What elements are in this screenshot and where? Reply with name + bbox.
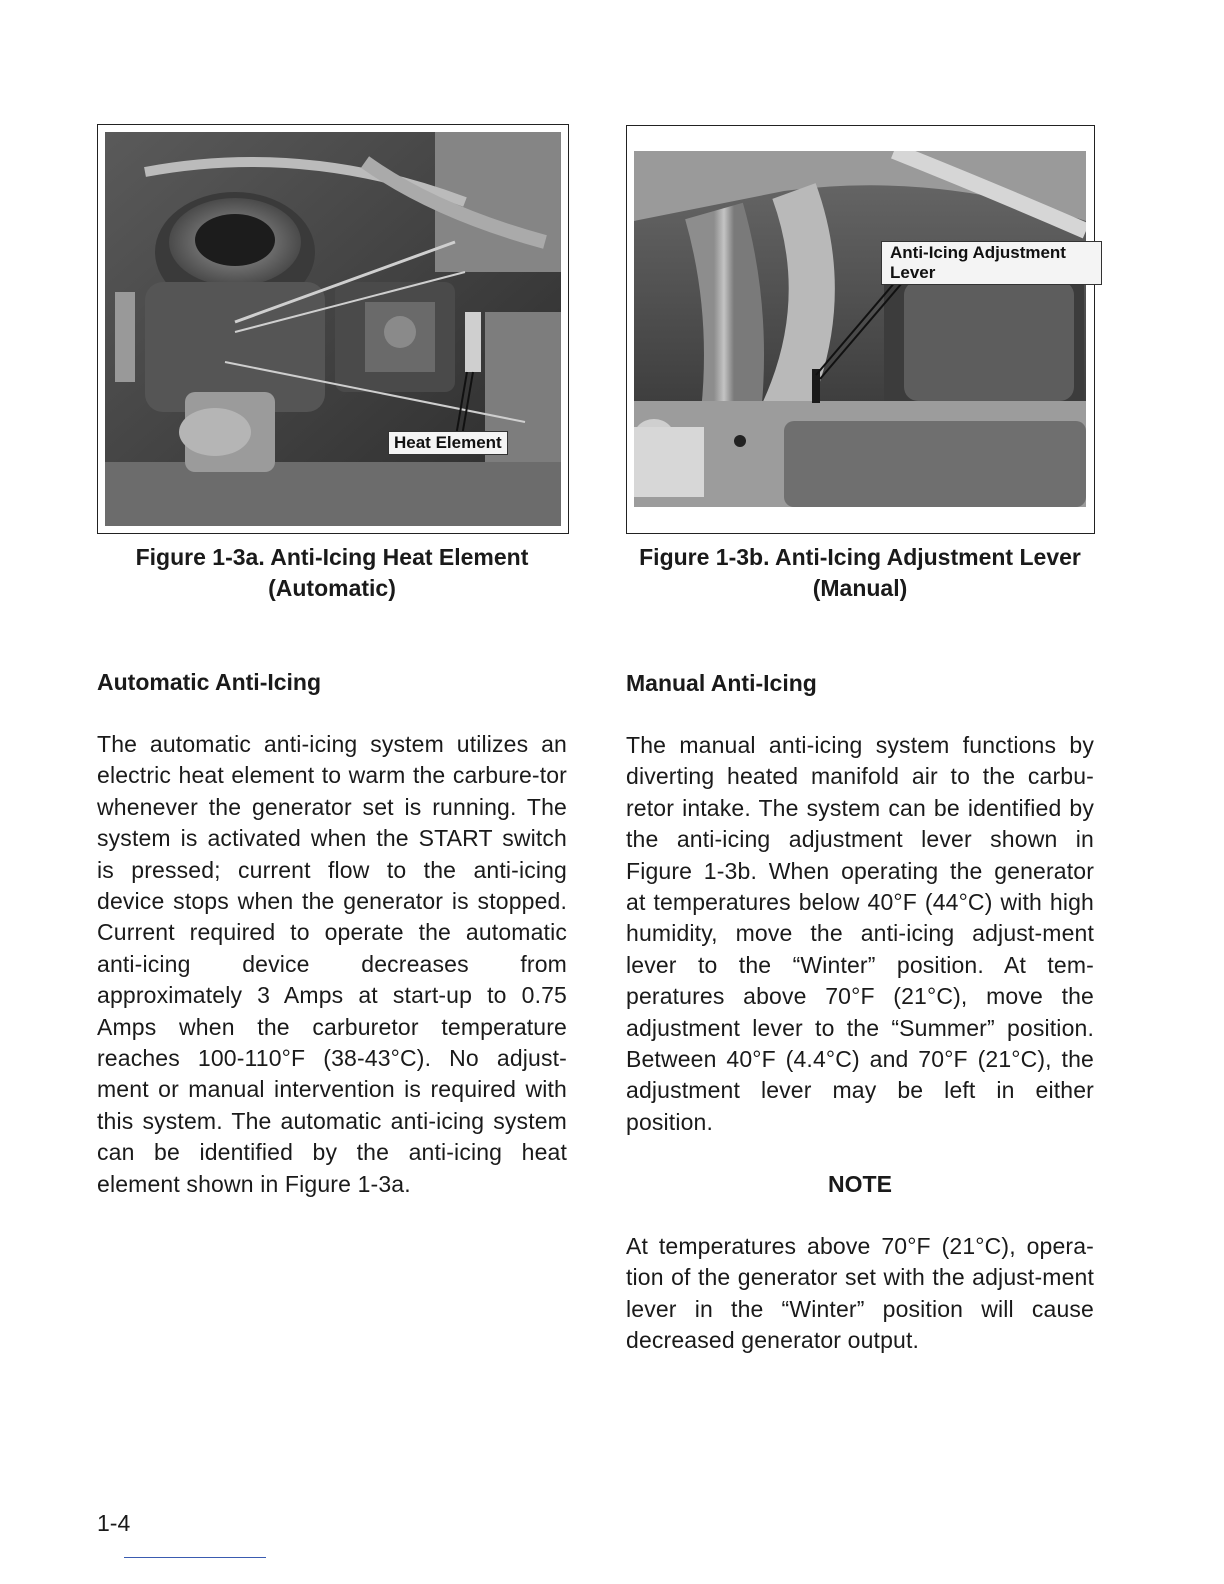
figure-1-3a-caption xyxy=(97,542,567,604)
note-body: At temperatures above 70°F (21°C), opera-tion of the generator set with the adjust-ment lever in the “Winter” position will cause decreased generator output. xyxy=(626,1233,1094,1354)
page-number: 1-4 xyxy=(97,1510,131,1536)
figure-1-3b-photo xyxy=(634,151,1086,507)
adjustment-lever-callout-line2: Lever xyxy=(890,263,936,282)
adjustment-lever-photo-illustration xyxy=(634,151,1086,507)
figure-1-3a-photo xyxy=(105,132,561,526)
manual-anti-icing-body: The manual anti-icing system functions by diverting heated manifold air to the carbu-retor intake. The system can be identified by the anti-icing adjustment lever shown in Figure 1-3b. When operating the generator at temperatures below 40°F (44°C) with high humidity, move the anti-icing adjust-ment lever to the “Winter” position. At tem-peratures above 70°F (21°C), move the adjustment lever to the “Summer” position. Between 40°F (4.4°C) and 70°F (21°C), the adjustment lever may be left in either position. xyxy=(626,732,1094,1135)
figure-1-3a-frame xyxy=(97,124,569,534)
adjustment-lever-callout-line1: Anti-Icing Adjustment xyxy=(890,243,1066,262)
carburetor-photo-illustration xyxy=(105,132,561,526)
automatic-anti-icing-body: The automatic anti-icing system utilizes an electric heat element to warm the carbure-tor whenever the generator set is running. The system is activated when the START switch is pressed; current flow to the anti-icing device stops when the generator is stopped. Current required to operate the automatic anti-icing device decreases from approximately 3 Amps at start-up to 0.75 Amps when the carburetor temperature reaches 100-110°F (38-43°C). No adjust-ment or manual intervention is required with this system. The automatic anti-icing system can be identified by the anti-icing heat element shown in Figure 1-3a. xyxy=(97,731,567,1197)
footer-rule xyxy=(124,1557,266,1558)
figure-1-3b-caption-line1: Figure 1-3b. Anti-Icing Adjustment Lever xyxy=(639,544,1081,570)
figure-1-3b-caption xyxy=(610,542,1110,604)
manual-anti-icing-heading: Manual Anti-Icing xyxy=(626,670,817,696)
automatic-anti-icing-heading: Automatic Anti-Icing xyxy=(97,669,322,695)
figure-1-3b-caption-line2: (Manual) xyxy=(812,575,908,601)
figure-1-3b-frame xyxy=(626,125,1095,534)
adjustment-lever-callout xyxy=(881,241,1102,285)
figure-1-3a-caption-line1: Figure 1-3a. Anti-Icing Heat Element xyxy=(135,544,529,570)
figure-1-3a-caption-line2: (Automatic) xyxy=(268,575,396,601)
heat-element-callout: Heat Element xyxy=(388,431,508,455)
note-title: NOTE xyxy=(828,1171,892,1197)
